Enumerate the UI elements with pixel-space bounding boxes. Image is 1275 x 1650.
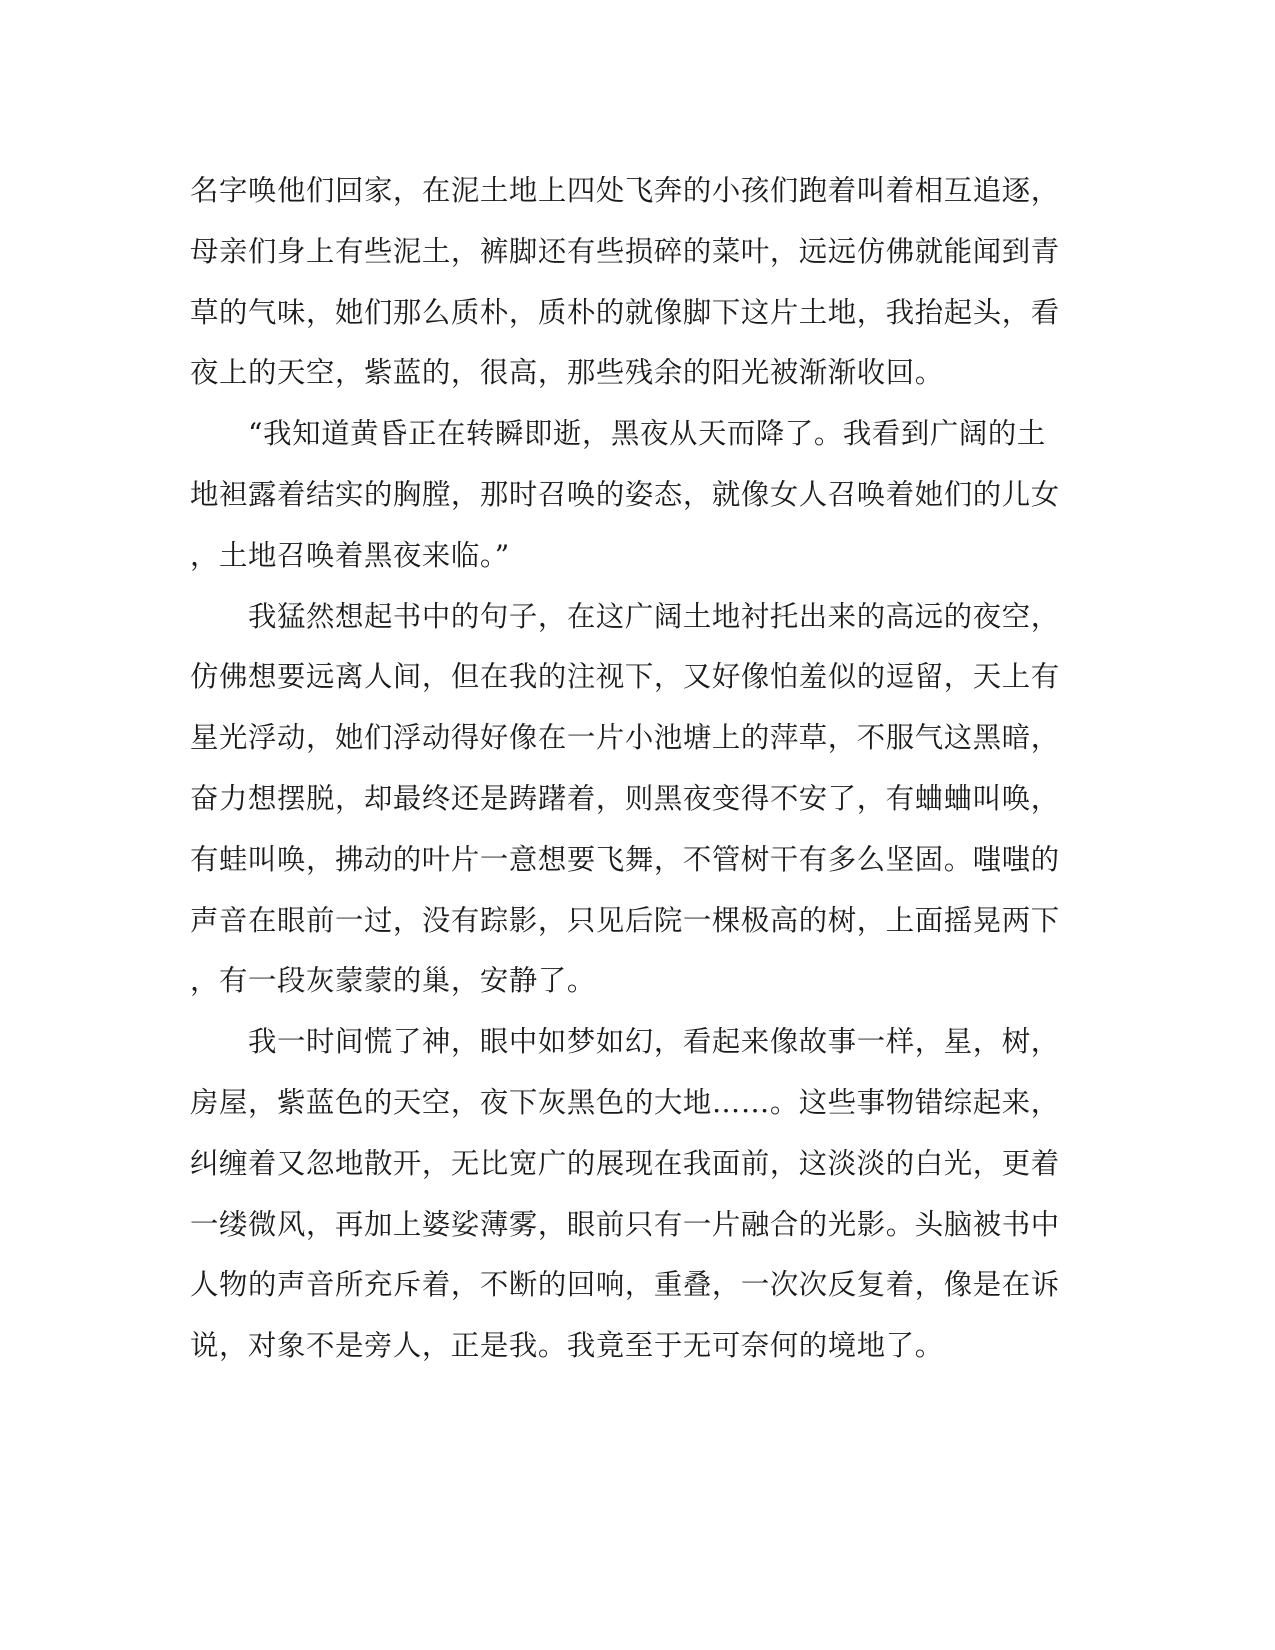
text-line: 仿佛想要远离人间，但在我的注视下，又好像怕羞似的逗留，天上有 — [190, 660, 1060, 694]
text-line: ，土地召唤着黑夜来临。” — [190, 538, 510, 572]
body-text — [190, 161, 1070, 1377]
text-line: 地袒露着结实的胸膛，那时召唤的姿态，就像女人召唤着她们的儿女 — [190, 477, 1060, 511]
text-line: 纠缠着又忽地散开，无比宽广的展现在我面前，这淡淡的白光，更着 — [190, 1146, 1060, 1180]
text-line: 有蛙叫唤，拂动的叶片一意想要飞舞，不管树干有多么坚固。嗤嗤的 — [190, 842, 1060, 876]
text-line: “我知道黄昏正在转瞬即逝，黑夜从天而降了。我看到广阔的土 — [190, 417, 1046, 451]
text-line: 说，对象不是旁人，正是我。我竟至于无可奈何的境地了。 — [190, 1329, 944, 1363]
text-line: 草的气味，她们那么质朴，质朴的就像脚下这片土地，我抬起头，看 — [190, 295, 1060, 329]
text-line: 夜上的天空，紫蓝的，很高，那些残余的阳光被渐渐收回。 — [190, 356, 944, 390]
text-line: 星光浮动，她们浮动得好像在一片小池塘上的萍草，不服气这黑暗， — [190, 721, 1060, 755]
text-line: 名字唤他们回家，在泥土地上四处飞奔的小孩们跑着叫着相互追逐， — [190, 174, 1060, 207]
text-line: 奋力想摆脱，却最终还是踌躇着，则黑夜变得不安了，有蛐蛐叫唤， — [190, 781, 1060, 815]
text-line: 我猛然想起书中的句子，在这广阔土地衬托出来的高远的夜空， — [190, 599, 1060, 633]
text-line: ，有一段灰蒙蒙的巢，安静了。 — [190, 964, 596, 998]
text-line: 声音在眼前一过，没有踪影，只见后院一棵极高的树，上面摇晃两下 — [190, 903, 1060, 937]
text-line: 一缕微风，再加上婆娑薄雾，眼前只有一片融合的光影。头脑被书中 — [190, 1207, 1060, 1241]
text-line: 人物的声音所充斥着，不断的回响，重叠，一次次反复着，像是在诉 — [190, 1268, 1060, 1302]
text-line: 我一时间慌了神，眼中如梦如幻，看起来像故事一样，星，树， — [190, 1025, 1060, 1059]
text-line: 母亲们身上有些泥土，裤脚还有些损碎的菜叶，远远仿佛就能闻到青 — [190, 234, 1060, 268]
text-line: 房屋，紫蓝色的天空，夜下灰黑色的大地……。这些事物错综起来， — [190, 1085, 1060, 1119]
